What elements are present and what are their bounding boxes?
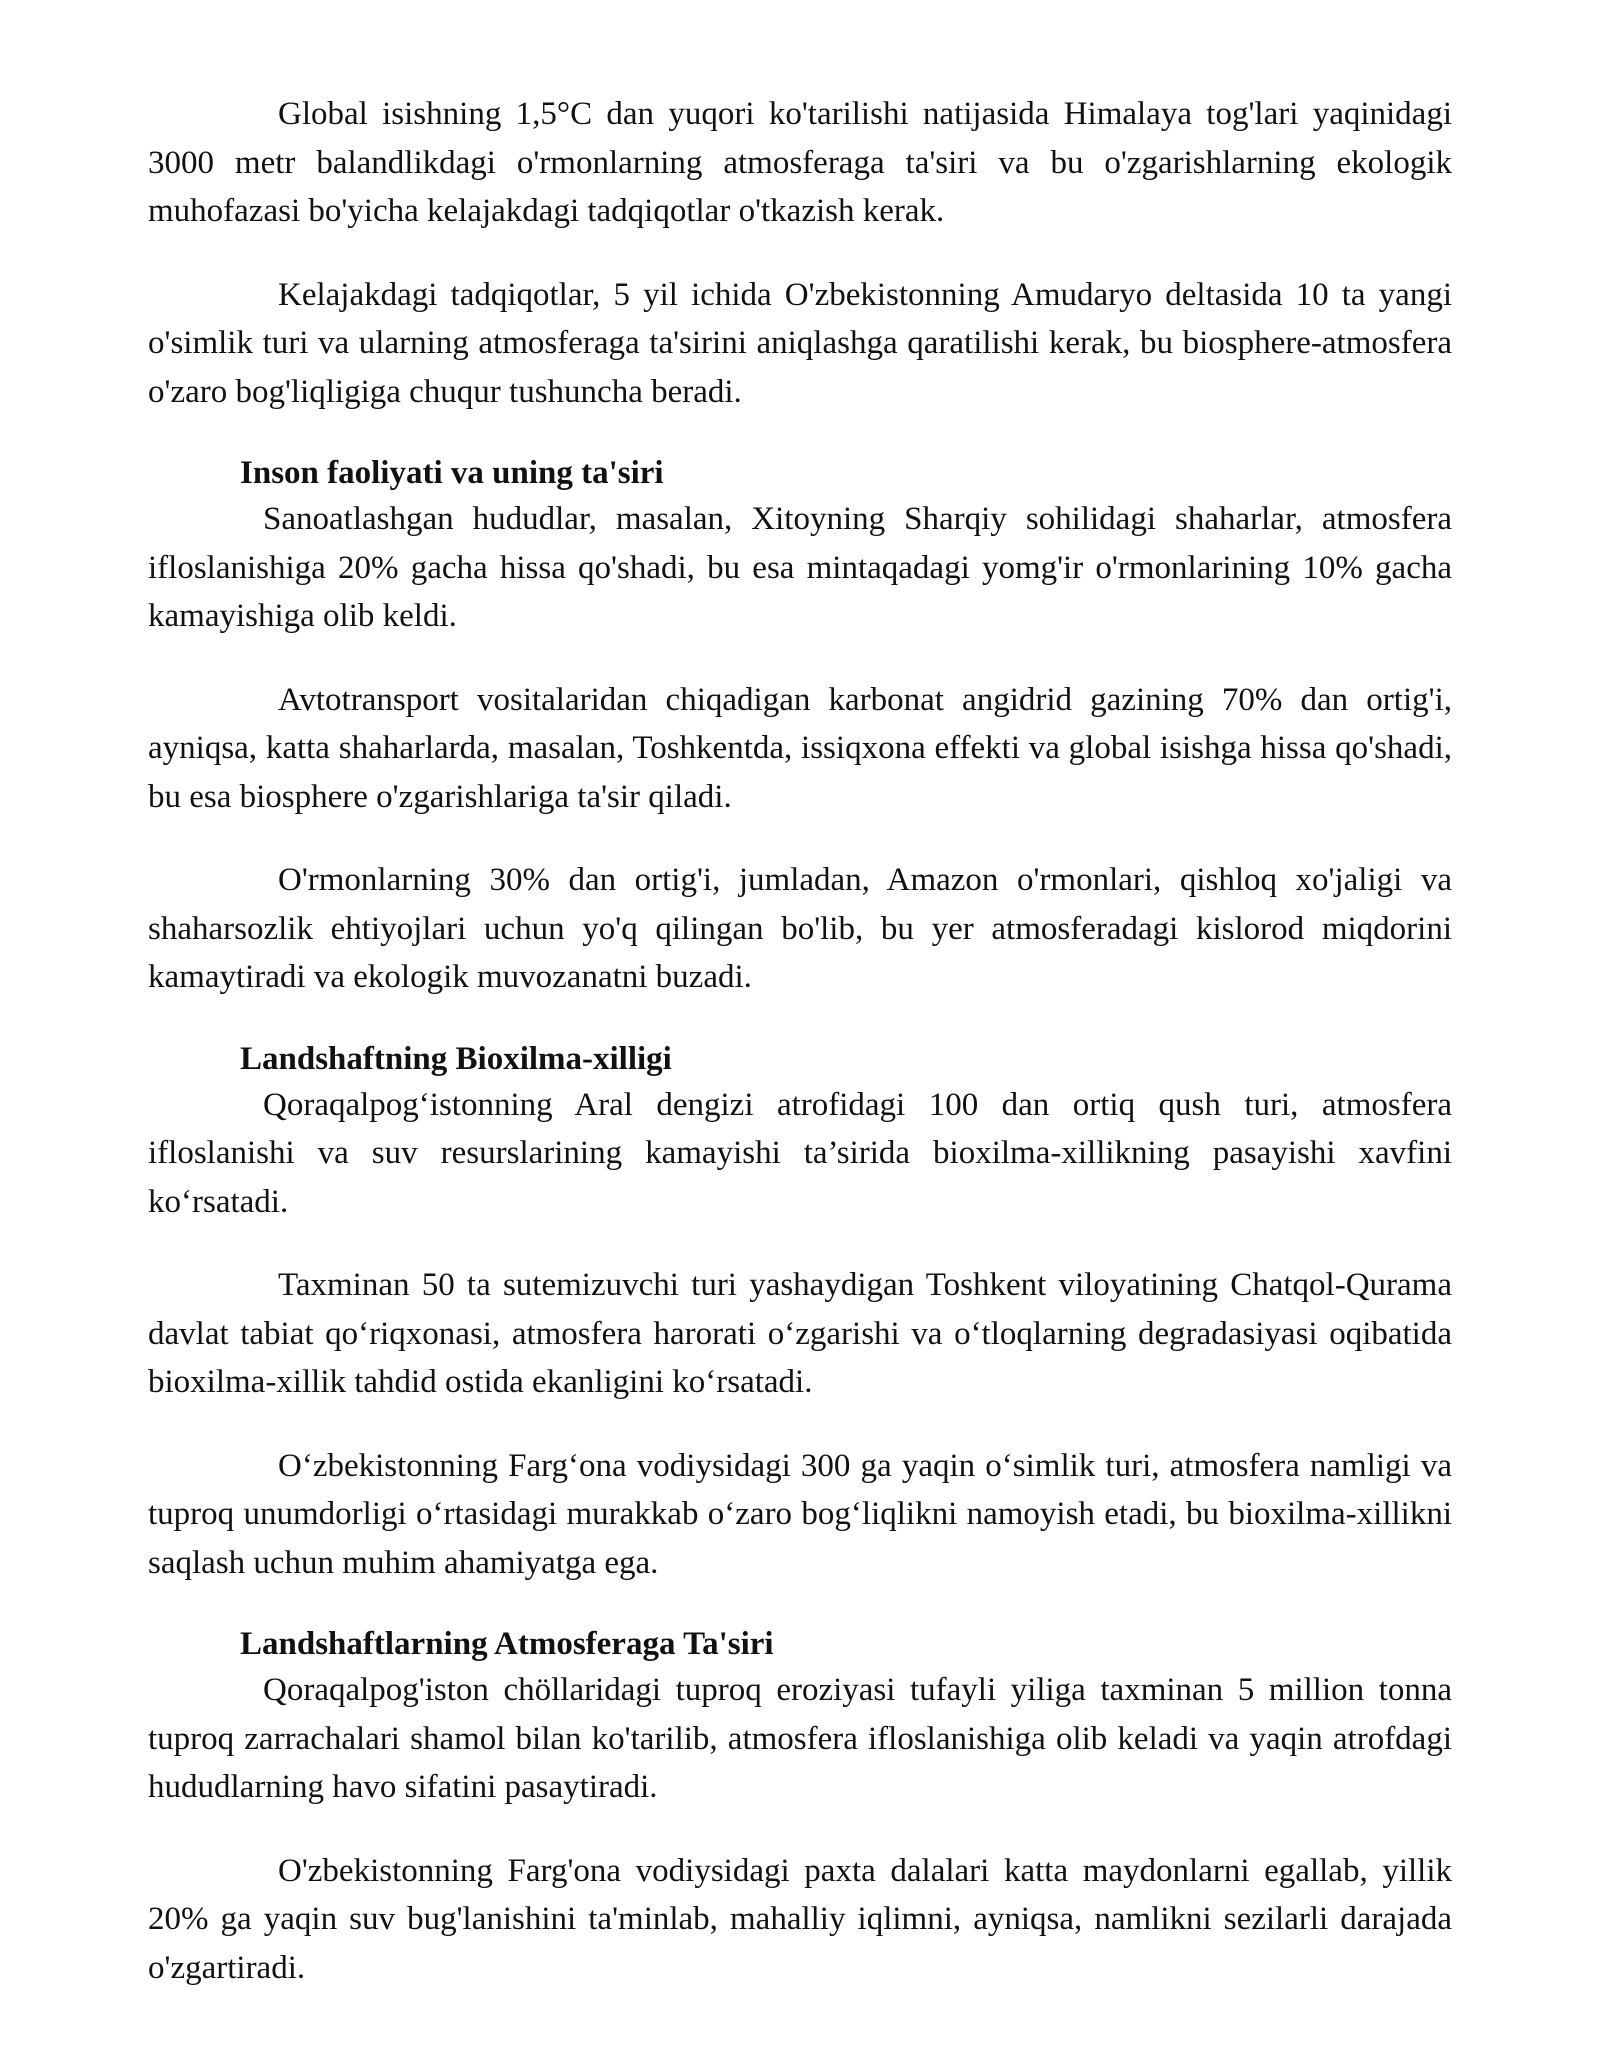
paragraph: Global isishning 1,5°C dan yuqori ko'tarilishi natijasida Himalaya tog'lari yaqinidagi 3000 metr balandlikdagi o'rmonlarning atmosferaga ta'siri va bu o'zgarishlarning ekologik muhofazasi bo'yicha kelajakdagi tadqiqotlar o'tkazish kerak.: [148, 96, 1452, 229]
section-heading: Landshaftlarning Atmosferaga Ta'siri: [240, 1626, 774, 1662]
paragraph: Qoraqalpog'iston chöllaridagi tuproq eroziyasi tufayli yiliga taxminan 5 million tonna tuproq zarrachalari shamol bilan ko'tarilib, atmosfera ifloslanishiga olib keladi va yaqin atrofdagi hududlarning havo sifatini pasaytiradi.: [148, 1672, 1452, 1805]
paragraph: O'zbekistonning Farg'ona vodiysidagi paxta dalalari katta maydonlarni egallab, yillik 20% ga yaqin suv bug'lanishini ta'minlab, mahalliy iqlimni, ayniqsa, namlikni sezilarli darajada o'zgartiradi.: [148, 1852, 1452, 1986]
paragraph: Taxminan 50 ta sutemizuvchi turi yashaydigan Toshkent viloyatining Chatqol-Qurama davlat tabiat qo‘riqxonasi, atmosfera harorati o‘zgarishi va o‘tloqlarning degradasiyasi oqibatida bioxilma-xillik tahdid ostida ekanligini ko‘rsatadi.: [148, 1267, 1452, 1400]
paragraph: Avtotransport vositalaridan chiqadigan karbonat angidrid gazining 70% dan ortig'i, ayniqsa, katta shaharlarda, masalan, Toshkentda, issiqxona effekti va global isishga hissa qo'shadi, bu esa biosphere o'zgarishlariga ta'sir qiladi.: [148, 681, 1452, 815]
section-heading: Landshaftning Bioxilma-xilligi: [240, 1040, 672, 1077]
paragraph: Sanoatlashgan hududlar, masalan, Xitoyning Sharqiy sohilidagi shaharlar, atmosfera ifloslanishiga 20% gacha hissa qo'shadi, bu esa mintaqadagi yomg'ir o'rmonlarining 10% gacha kamayishiga olib keldi.: [148, 501, 1452, 634]
paragraph: O‘zbekistonning Farg‘ona vodiysidagi 300 ga yaqin o‘simlik turi, atmosfera namligi va tuproq unumdorligi o‘rtasidagi murakkab o‘zaro bog‘liqlikni namoyish etadi, bu bioxilma-xillikni saqlash uchun muhim ahamiyatga ega.: [148, 1447, 1452, 1581]
paragraph: O'rmonlarning 30% dan ortig'i, jumladan, Amazon o'rmonlari, qishloq xo'jaligi va shaharsozlik ehtiyojlari uchun yo'q qilingan bo'lib, bu yer atmosferadagi kislorod miqdorini kamaytiradi va ekologik muvozanatni buzadi.: [148, 862, 1452, 995]
paragraph: Qoraqalpog‘istonning Aral dengizi atrofidagi 100 dan ortiq qush turi, atmosfera ifloslanishi va suv resurslarining kamayishi ta’sirida bioxilma-xillikning pasayishi xavfini ko‘rsatadi.: [148, 1086, 1452, 1220]
document-page: [148, 90, 1452, 2027]
paragraph: Kelajakdagi tadqiqotlar, 5 yil ichida O'zbekistonning Amudaryo deltasida 10 ta yangi o'simlik turi va ularning atmosferaga ta'sirini aniqlashga qaratilishi kerak, bu biosphere-atmosfera o'zaro bog'liqligiga chuqur tushuncha beradi.: [148, 276, 1452, 410]
section-heading: Inson faoliyati va uning ta'siri: [240, 455, 664, 491]
